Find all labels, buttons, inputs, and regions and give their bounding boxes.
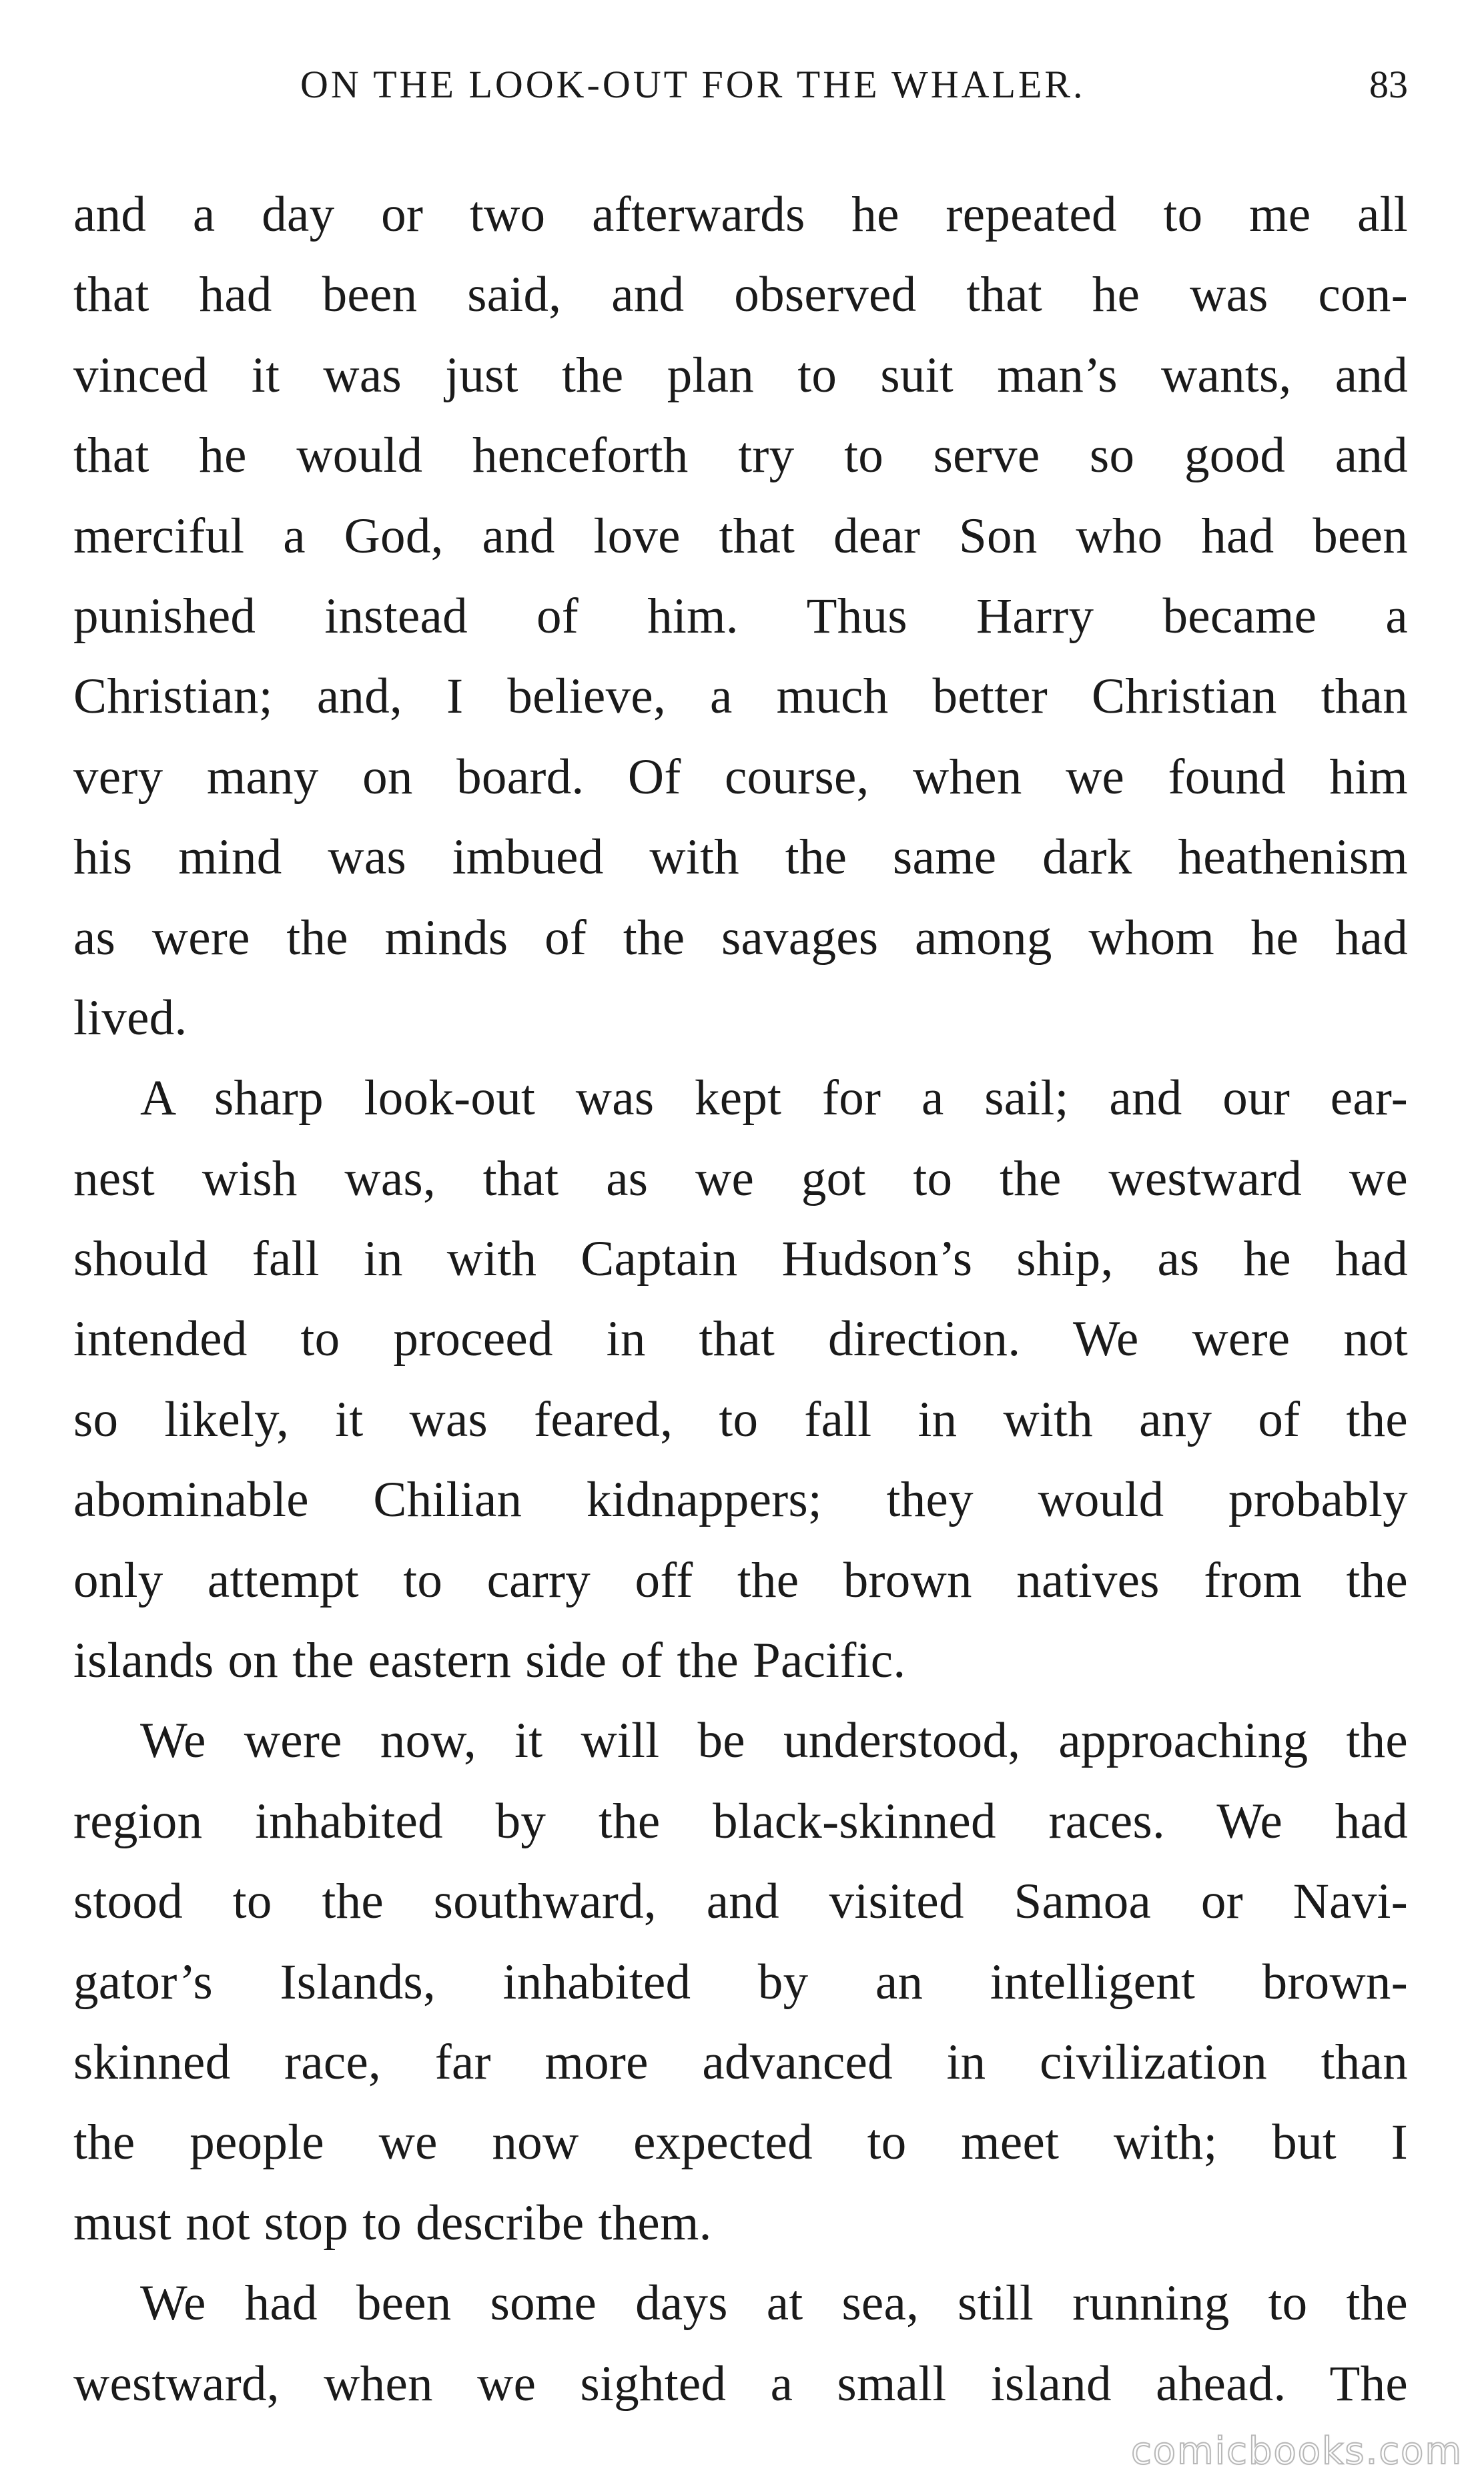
text-line: gator’s Islands, inhabited by an intelligent brown- [73,1954,1408,2010]
text-line: intended to proceed in that direction. We were not [73,1311,1408,1367]
paragraph-3 [73,1701,1408,2263]
text-line: westward, when we sighted a small island ahead. The [73,2356,1408,2412]
text-line: his mind was imbued with the same dark heathenism [73,829,1408,885]
text-line: vinced it was just the plan to suit man’s wants, and [73,347,1408,403]
text-line: must not stop to describe them. [73,2195,712,2251]
text-line: lived. [73,990,188,1046]
paragraph-1 [73,175,1408,1058]
text-line: so likely, it was feared, to fall in with any of the [73,1391,1408,1447]
text-line: nest wish was, that as we got to the westward we [73,1150,1408,1206]
running-title: ON THE LOOK-OUT FOR THE WHALER. [300,63,1086,106]
text-line: that had been said, and observed that he was con- [73,267,1408,323]
text-line: as were the minds of the savages among whom he had [73,910,1408,966]
text-line: Christian; and, I believe, a much better Christian than [73,669,1408,725]
body-text [73,175,1408,2424]
text-line: should fall in with Captain Hudson’s ship, as he had [73,1231,1408,1287]
text-line: only attempt to carry off the brown natives from the [73,1552,1408,1608]
watermark: comicbooks.com [1130,2430,1463,2473]
running-head [73,55,1408,115]
text-line: skinned race, far more advanced in civilization than [73,2034,1408,2090]
text-line: that he would henceforth try to serve so good and [73,428,1408,484]
text-line: We had been some days at sea, still running to the [140,2275,1408,2332]
text-line: and a day or two afterwards he repeated to me all [73,187,1408,242]
text-line: stood to the southward, and visited Samoa or Navi- [73,1874,1408,1930]
page-number: 83 [1369,63,1408,106]
text-line: very many on board. Of course, when we found him [73,749,1408,805]
text-line: punished instead of him. Thus Harry became a [73,588,1408,644]
text-line: merciful a God, and love that dear Son who had been [73,508,1408,564]
text-line: the people we now expected to meet with; but I [73,2115,1408,2171]
text-line: We were now, it will be understood, approaching the [140,1713,1408,1769]
text-line: region inhabited by the black-skinned races. We had [73,1793,1408,1849]
paragraph-2 [73,1058,1408,1701]
text-line: A sharp look-out was kept for a sail; and our ear- [140,1070,1408,1126]
text-line: abominable Chilian kidnappers; they would probably [73,1472,1408,1528]
paragraph-4 [73,2263,1408,2424]
text-line: islands on the eastern side of the Pacific. [73,1633,906,1689]
